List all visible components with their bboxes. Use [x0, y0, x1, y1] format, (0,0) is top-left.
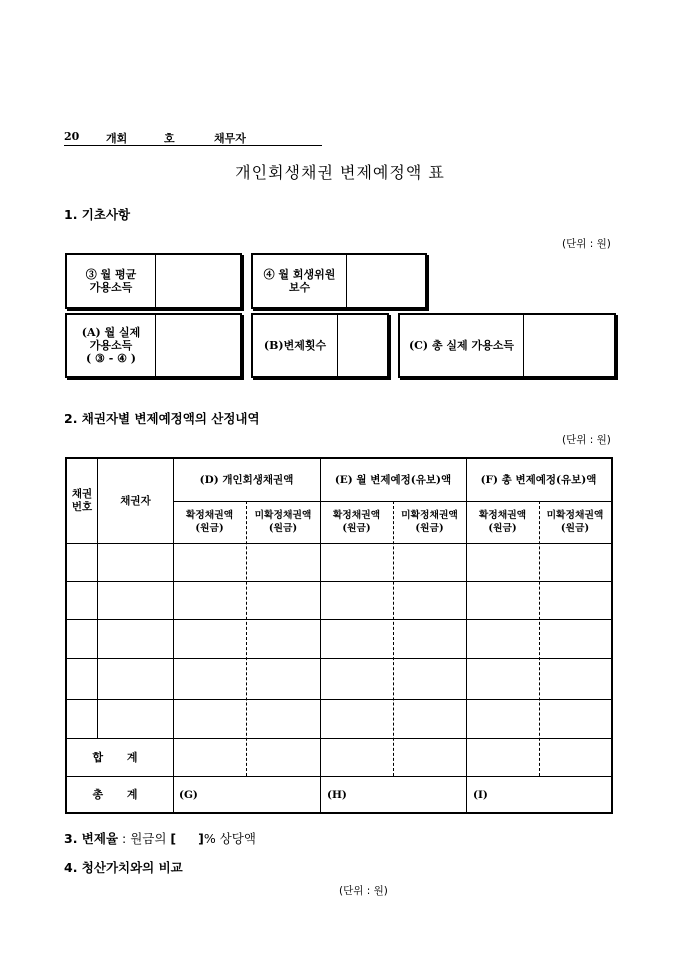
sub-header-line2: (원금)	[415, 523, 444, 534]
document-title: 개인회생채권 변제예정액 표	[235, 163, 445, 182]
payment-count-label: (B)변제횟수	[253, 315, 338, 376]
case-number-label: 호	[164, 132, 175, 145]
creditor-table	[65, 457, 613, 814]
sub-header-e-unconfirmed	[393, 501, 466, 543]
sub-header-line1: 확정채권액	[185, 510, 234, 521]
bracket-close: ]	[198, 831, 204, 846]
trustee-fee-box	[251, 253, 427, 309]
sub-header-line2: (원금)	[342, 523, 371, 534]
sub-header-line2: (원금)	[488, 523, 517, 534]
sub-header-line2: (원금)	[195, 523, 224, 534]
total-income-value[interactable]	[523, 315, 614, 376]
sub-header-d-unconfirmed	[246, 501, 320, 543]
actual-income-box	[65, 313, 242, 378]
section1-heading: 1. 기초사항	[64, 207, 131, 222]
sub-header-line2: (원금)	[560, 523, 590, 534]
section4-unit: (단위 : 원)	[339, 885, 388, 897]
actual-income-value[interactable]	[155, 315, 240, 376]
col-header-number-line2: 번호	[71, 501, 93, 513]
total-row-label: 합 계	[92, 750, 148, 764]
sub-header-line1: 미확정채권액	[546, 510, 604, 521]
row-line	[67, 581, 611, 582]
payment-count-value[interactable]	[337, 315, 387, 376]
sub-header-line2: (원금)	[268, 523, 298, 534]
bracket-open: [	[170, 831, 177, 846]
monthly-income-label-line2: 가용소득	[89, 281, 133, 294]
sub-header-line1: 미확정채권액	[401, 510, 458, 521]
total-income-label: (C) 총 실제 가용소득	[400, 315, 524, 376]
sub-header-f-confirmed	[466, 501, 539, 543]
row-line	[67, 658, 611, 659]
monthly-income-value[interactable]	[155, 255, 240, 307]
col-header-number-line1: 채권	[71, 488, 93, 500]
sub-header-line1: 확정채권액	[478, 510, 527, 521]
sub-header-f-unconfirmed	[539, 501, 611, 543]
actual-income-label-line2: 가용소득	[89, 339, 133, 352]
trustee-fee-value[interactable]	[346, 255, 425, 307]
col-header-number	[67, 459, 97, 543]
sub-header-line1: 미확정채권액	[254, 510, 312, 521]
section1-unit: (단위 : 원)	[562, 238, 611, 250]
case-year: 20	[64, 130, 80, 143]
row-line	[67, 699, 611, 700]
case-type: 개회	[106, 132, 128, 145]
monthly-income-label	[67, 255, 156, 307]
debtor-label: 채무자	[214, 132, 246, 145]
grand-total-g: (G)	[179, 789, 198, 801]
payment-count-box	[251, 313, 389, 378]
repayment-rate-text: : 원금의	[118, 831, 171, 846]
trustee-fee-label-line2: 보수	[288, 281, 311, 294]
actual-income-label-line1: (A) 월 실제	[81, 326, 141, 339]
header-bottom-line	[67, 543, 611, 544]
monthly-income-box	[65, 253, 242, 309]
grand-total-i: (I)	[473, 789, 488, 801]
section2-heading: 2. 채권자별 변제예정액의 산정내역	[64, 411, 260, 426]
repayment-rate-line	[64, 829, 256, 847]
col-group-e: (E) 월 변제예정(유보)액	[334, 473, 452, 486]
repayment-rate-label: 3. 변제율	[64, 831, 119, 846]
case-number-line	[64, 130, 322, 146]
col-header-creditor: 채권자	[120, 494, 151, 507]
repayment-rate-suffix: % 상당액	[203, 831, 256, 846]
grand-total-h: (H)	[327, 789, 347, 801]
section4-heading: 4. 청산가치와의 비교	[64, 860, 183, 875]
col-group-f: (F) 총 변제예정(유보)액	[480, 473, 597, 486]
actual-income-label-line3: ( ③ - ④ )	[85, 352, 136, 365]
monthly-income-label-line1: ③ 월 평균	[85, 268, 137, 281]
sub-header-e-confirmed	[320, 501, 393, 543]
row-line	[67, 619, 611, 620]
col-group-d: (D) 개인회생채권액	[199, 473, 294, 486]
trustee-fee-label-line1: ④ 월 회생위원	[263, 268, 336, 281]
actual-income-label	[67, 315, 156, 376]
total-income-box	[398, 313, 616, 378]
trustee-fee-label	[253, 255, 347, 307]
sub-header-d-confirmed	[173, 501, 246, 543]
grand-total-label: 총 계	[92, 787, 148, 801]
sub-header-line1: 확정채권액	[332, 510, 381, 521]
section2-unit: (단위 : 원)	[562, 434, 611, 446]
